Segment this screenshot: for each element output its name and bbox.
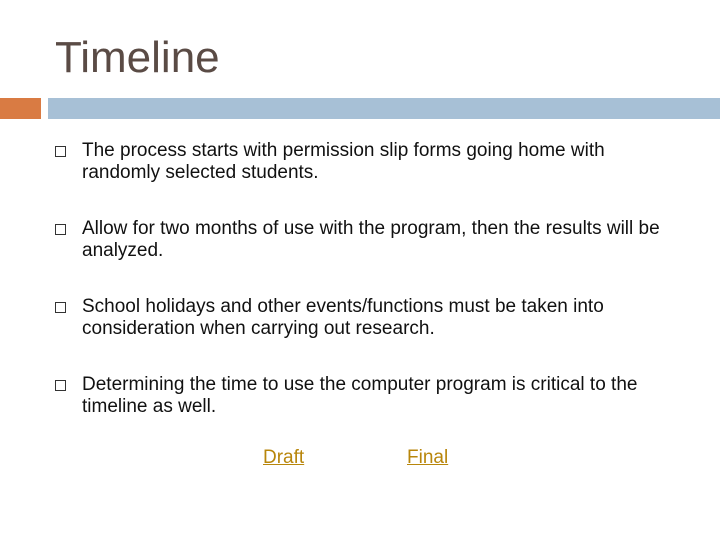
bullet-text: Allow for two months of use with the program, then the results will be analyzed.	[82, 218, 660, 261]
checkbox-bullet-icon	[55, 146, 66, 157]
bullet-item	[54, 140, 674, 184]
bullet-item	[54, 218, 674, 262]
bullet-item	[54, 296, 674, 340]
checkbox-bullet-icon	[55, 302, 66, 313]
bullet-text: Determining the time to use the computer program is critical to the timeline as well.	[82, 374, 638, 417]
bullet-text: School holidays and other events/functions must be taken into consideration when carrying out research.	[82, 296, 604, 339]
bullet-list	[54, 140, 674, 418]
bullet-item	[54, 374, 674, 418]
link-row	[0, 447, 720, 471]
checkbox-bullet-icon	[55, 224, 66, 235]
draft-link[interactable]: Draft	[263, 447, 305, 468]
final-link[interactable]: Final	[407, 447, 449, 468]
accent-bar	[0, 98, 41, 119]
title-rule-bar	[48, 98, 720, 119]
checkbox-bullet-icon	[55, 380, 66, 391]
slide-title: Timeline	[55, 33, 220, 82]
bullet-text: The process starts with permission slip forms going home with randomly selected students.	[82, 140, 605, 183]
